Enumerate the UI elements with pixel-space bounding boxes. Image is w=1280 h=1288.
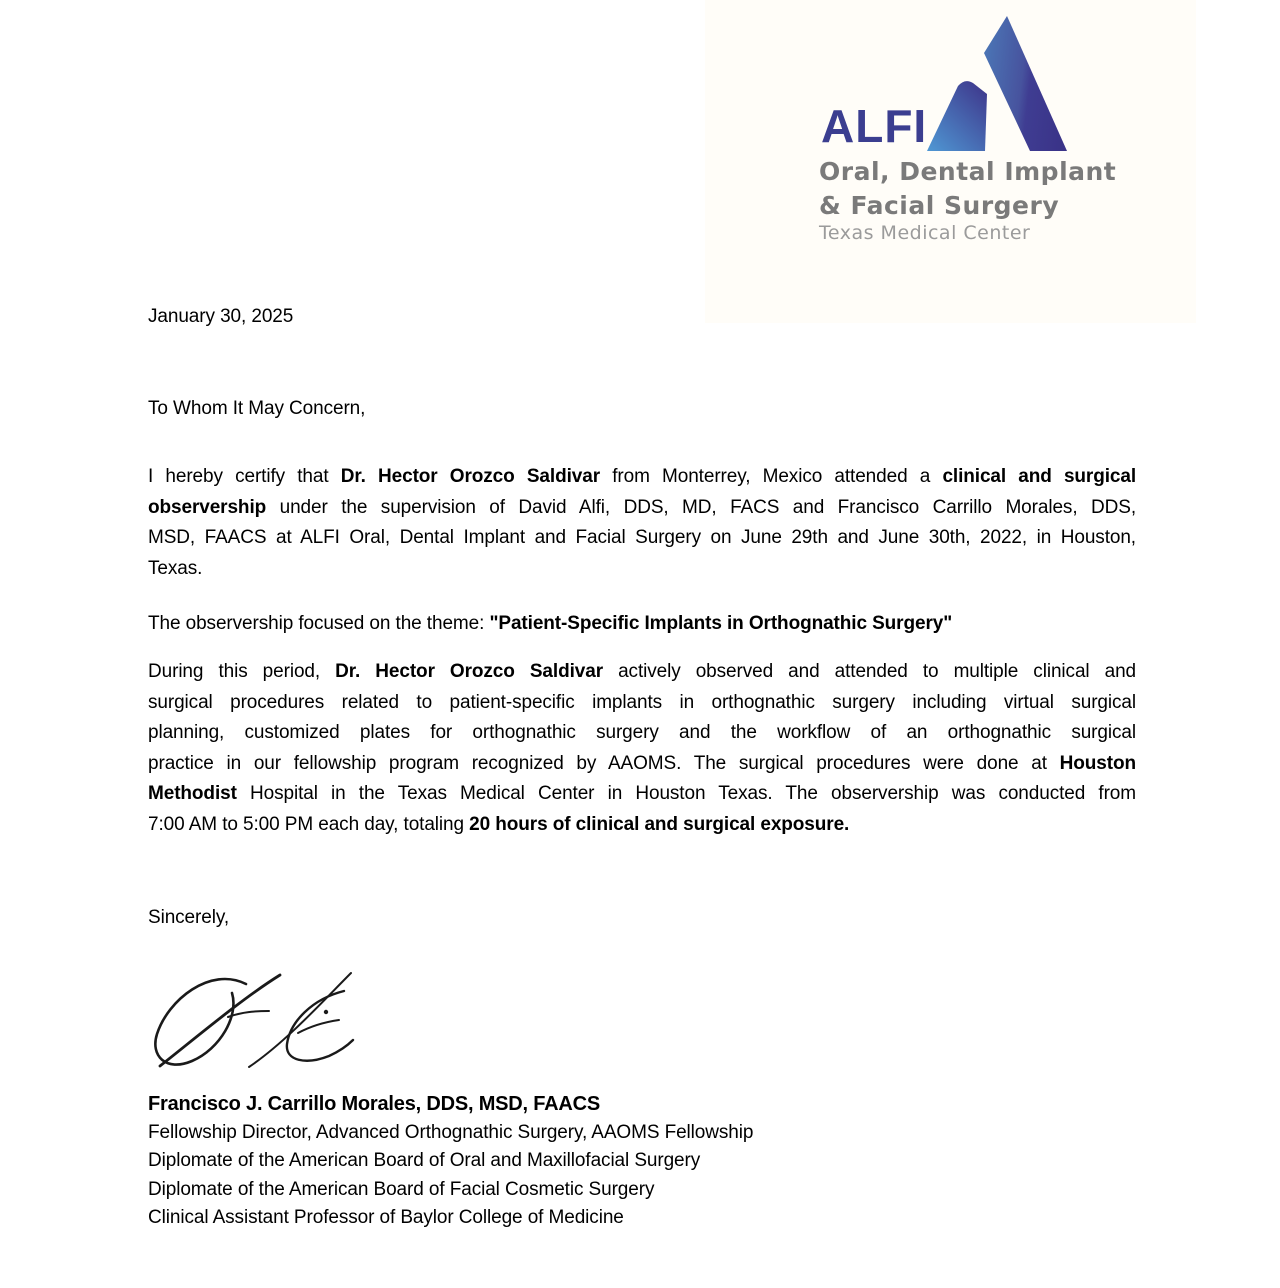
paragraph-line: planning, customized plates for orthognathic surgery and the workflow of an orthognathic surgical [148, 722, 1136, 743]
paragraph-line: observership under the supervision of David Alfi, DDS, MD, FACS and Francisco Carrillo Morales, DDS, [148, 496, 1136, 518]
logo-subtitle: Texas Medical Center [819, 222, 1031, 244]
brand-name: ALFI [821, 100, 928, 152]
logo-tagline-line2: & Facial Surgery [819, 191, 1060, 220]
body-paragraph-1 [148, 462, 1136, 584]
paragraph-line: practice in our fellowship program recognized by AAOMS. The surgical procedures were done at Houston [148, 752, 1136, 774]
logo-mark-right-stroke [984, 16, 1067, 151]
body-paragraph-2 [148, 657, 1136, 840]
signature-block [148, 1090, 1136, 1233]
signatory-name: Francisco J. Carrillo Morales, DDS, MSD, FAACS [148, 1093, 601, 1115]
paragraph-line: surgical procedures related to patient-specific implants in orthognathic surgery including virtual surgical [148, 691, 1136, 713]
logo-mark-left-stroke [927, 81, 987, 151]
paragraph-line: MSD, FAACS at ALFI Oral, Dental Implant and Facial Surgery on June 29th and June 30th, 2022, in Houston, [148, 527, 1136, 548]
alfi-a-logo-icon [925, 15, 1095, 152]
letter-date: January 30, 2025 [148, 306, 294, 327]
logo-tagline-line1: Oral, Dental Implant [819, 157, 1117, 186]
theme-statement: The observership focused on the theme: "Patient-Specific Implants in Orthognathic Surgery" [148, 613, 953, 634]
paragraph-line: 7:00 AM to 5:00 PM each day, totaling 20 hours of clinical and surgical exposure. [148, 813, 850, 835]
closing: Sincerely, [148, 907, 230, 928]
logo-panel [705, 0, 1196, 323]
paragraph-line: I hereby certify that Dr. Hector Orozco Saldivar from Monterrey, Mexico attended a clinical and surgical [148, 466, 1137, 487]
paragraph-line: Methodist Hospital in the Texas Medical Center in Houston Texas. The observership was conducted from [148, 783, 1136, 804]
signatory-title: Fellowship Director, Advanced Orthognathic Surgery, AAOMS Fellowship [148, 1121, 754, 1143]
signatory-title: Diplomate of the American Board of Oral and Maxillofacial Surgery [148, 1150, 701, 1171]
signatory-title: Clinical Assistant Professor of Baylor College of Medicine [148, 1207, 624, 1228]
salutation: To Whom It May Concern, [148, 398, 366, 419]
paragraph-line: During this period, Dr. Hector Orozco Saldivar actively observed and attended to multiple clinical and [148, 661, 1137, 682]
signatory-title: Diplomate of the American Board of Facial Cosmetic Surgery [148, 1178, 655, 1200]
signature-image [148, 960, 440, 1082]
paragraph-line: Texas. [148, 557, 203, 579]
